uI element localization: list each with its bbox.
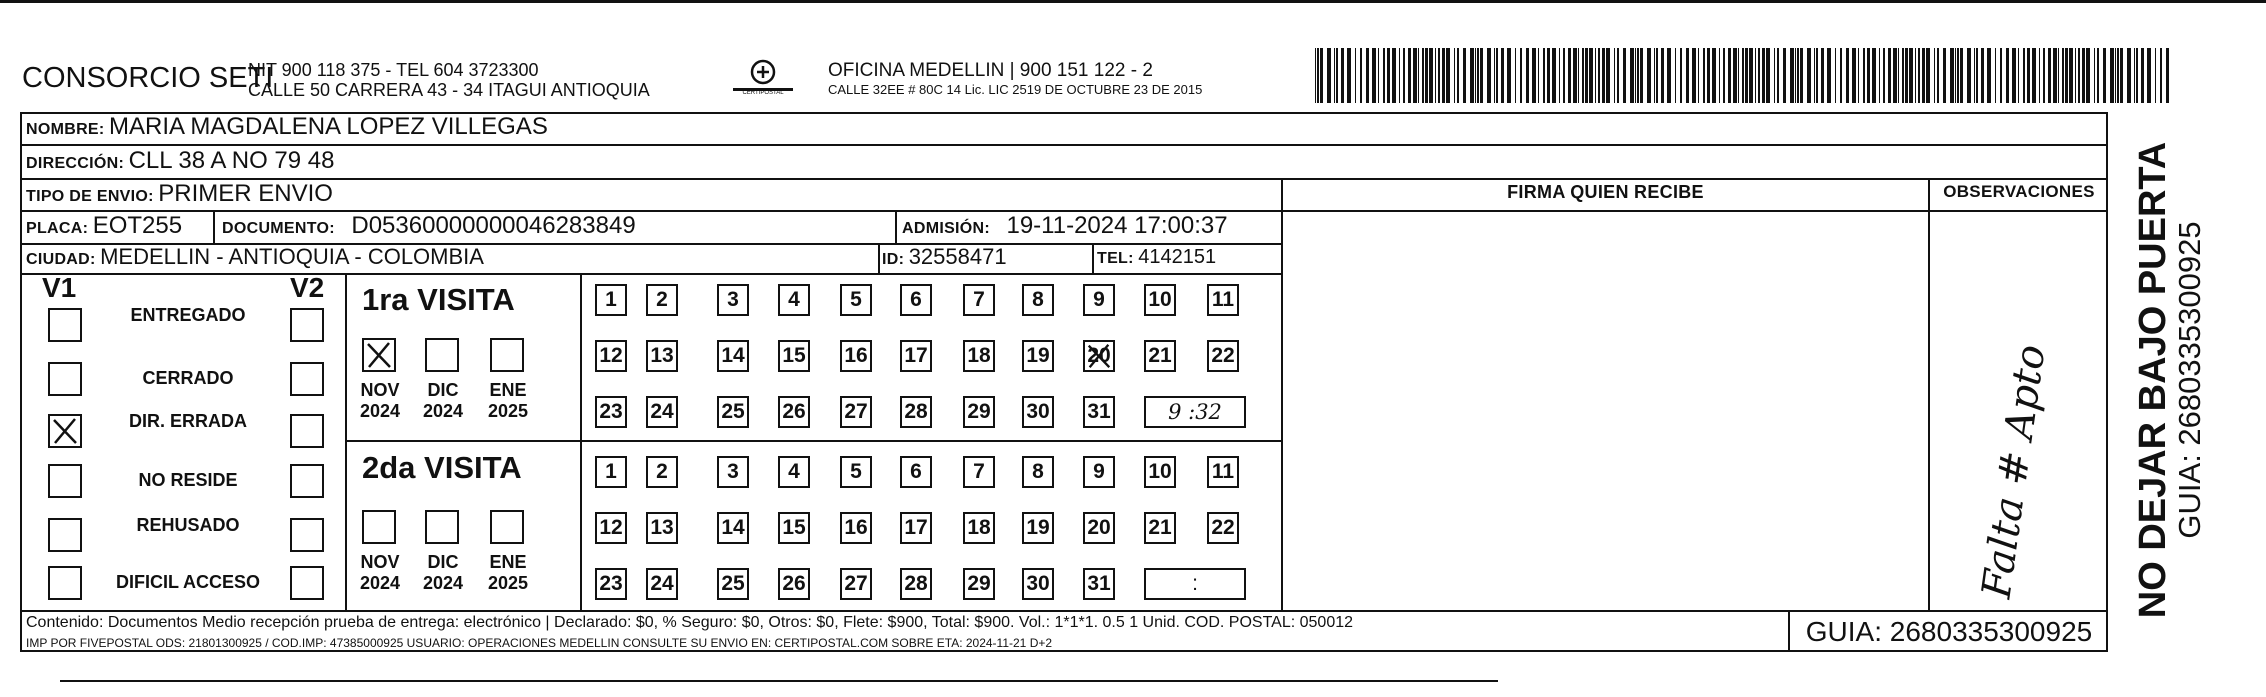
day-box[interactable]: 29 (963, 568, 995, 600)
v2-checkbox[interactable] (290, 566, 324, 600)
day-box[interactable]: 7 (963, 284, 995, 316)
visit1-title: 1ra VISITA (362, 282, 515, 317)
day-box[interactable]: 14 (717, 340, 749, 372)
day-box[interactable]: 31 (1083, 396, 1115, 428)
day-box[interactable]: 19 (1022, 340, 1054, 372)
month-name: NOV (360, 380, 400, 400)
tel-value: 4142151 (1138, 246, 1217, 268)
documento-label: DOCUMENTO: (222, 220, 335, 237)
day-box[interactable]: 12 (595, 340, 627, 372)
day-box[interactable]: 20 (1083, 340, 1115, 372)
month-name: DIC (427, 552, 459, 572)
admision-label: ADMISIÓN: (902, 220, 991, 237)
nombre-label: NOMBRE: (26, 121, 105, 138)
day-box[interactable]: 4 (778, 284, 810, 316)
month-checkbox[interactable] (490, 338, 524, 372)
day-box[interactable]: 4 (778, 456, 810, 488)
tipo-row (26, 180, 333, 208)
month-year: 2024 (422, 401, 464, 421)
day-box[interactable]: 28 (900, 396, 932, 428)
day-box[interactable]: 17 (900, 512, 932, 544)
month-year: 2025 (487, 573, 529, 593)
day-box[interactable]: 6 (900, 284, 932, 316)
footer-line2: IMP POR FIVEPOSTAL ODS: 21801300925 / COD.IMP: 47385000925 USUARIO: OPERACIONES MEDELLIN CONSULTE SU ENVIO EN: CERTIPOSTAL.COM SOBRE ETA: 2024-11-21 D+2 (26, 636, 1053, 650)
status-reason-label: ENTREGADO (130, 305, 246, 325)
day-box[interactable]: 8 (1022, 284, 1054, 316)
v2-checkbox[interactable] (290, 414, 324, 448)
month-label (350, 552, 410, 594)
month-name: DIC (427, 380, 459, 400)
admision-value: 19-11-2024 17:00:37 (1006, 212, 1228, 239)
day-box[interactable]: 5 (840, 284, 872, 316)
day-box[interactable]: 28 (900, 568, 932, 600)
footer-line1: Contenido: Documentos Medio recepción prueba de entrega: electrónico | Declarado: $0, % Seguro: $0, Otros: $0, Flete: $900, Total: $900. Vol.: 1*1*1. 0.5 1 Unid. COD. POSTAL: 050012 (26, 614, 1354, 631)
v1-checkbox[interactable] (48, 308, 82, 342)
day-box[interactable]: 22 (1207, 512, 1239, 544)
day-box[interactable]: 21 (1144, 512, 1176, 544)
day-box[interactable]: 3 (717, 284, 749, 316)
documento-cell (222, 212, 636, 240)
day-box[interactable]: 17 (900, 340, 932, 372)
month-name: NOV (360, 552, 400, 572)
day-box[interactable]: 5 (840, 456, 872, 488)
placa-row (26, 212, 182, 240)
day-box[interactable]: 23 (595, 568, 627, 600)
placa-label: PLACA: (26, 220, 89, 237)
day-box[interactable]: 25 (717, 396, 749, 428)
office-info (828, 60, 1202, 97)
logo-text: CERTIPOSTAL (742, 90, 784, 96)
side-guia: GUIA: 2680335300925 (2172, 221, 2207, 539)
month-label (350, 380, 410, 422)
footer-guia: GUIA: 2680335300925 (1805, 616, 2093, 647)
day-box[interactable]: 25 (717, 568, 749, 600)
day-box[interactable]: 27 (840, 568, 872, 600)
nombre-value: MARIA MAGDALENA LOPEZ VILLEGAS (109, 113, 548, 140)
day-box[interactable]: 30 (1022, 568, 1054, 600)
v1-label: V1 (42, 272, 77, 303)
day-box[interactable]: 8 (1022, 456, 1054, 488)
direccion-value: CLL 38 A NO 79 48 (128, 147, 335, 174)
day-box[interactable]: 14 (717, 512, 749, 544)
admision-cell (902, 212, 1228, 240)
status-reason-label: NO RESIDE (138, 470, 238, 490)
ciudad-value: MEDELLIN - ANTIOQUIA - COLOMBIA (100, 244, 484, 269)
month-label (413, 552, 473, 594)
day-box[interactable]: 6 (900, 456, 932, 488)
status-reason-label: REHUSADO (136, 515, 240, 535)
direccion-row (26, 147, 334, 175)
day-box[interactable]: 24 (646, 568, 678, 600)
v2-label: V2 (290, 272, 325, 303)
status-reason-label: CERRADO (142, 368, 234, 388)
ciudad-row (26, 244, 484, 270)
month-year: 2025 (487, 401, 529, 421)
id-value: 32558471 (908, 244, 1007, 269)
day-box[interactable]: 29 (963, 396, 995, 428)
v1-checkbox[interactable] (48, 566, 82, 600)
v2-checkbox[interactable] (290, 308, 324, 342)
month-checkbox[interactable] (425, 510, 459, 544)
id-cell (882, 244, 1007, 270)
v2-checkbox[interactable] (290, 464, 324, 498)
tel-cell (1097, 246, 1216, 269)
day-box[interactable]: 3 (717, 456, 749, 488)
top-edge (0, 0, 2266, 3)
day-box[interactable]: 10 (1144, 456, 1176, 488)
month-label (413, 380, 473, 422)
status-reason-label: DIR. ERRADA (128, 411, 247, 431)
placa-value: EOT255 (92, 212, 183, 239)
documento-value: D05360000000046283849 (351, 212, 636, 239)
day-box[interactable]: 24 (646, 396, 678, 428)
day-box[interactable]: 11 (1207, 456, 1239, 488)
day-box[interactable]: 13 (646, 512, 678, 544)
company-info (248, 60, 650, 100)
v1-checkbox[interactable] (48, 518, 82, 552)
side-warning: NO DEJAR BAJO PUERTA (2132, 141, 2174, 619)
day-box[interactable]: 1 (595, 456, 627, 488)
day-box[interactable]: 31 (1083, 568, 1115, 600)
day-box[interactable]: 23 (595, 396, 627, 428)
day-box[interactable]: 21 (1144, 340, 1176, 372)
side-text (2110, 100, 2230, 660)
day-box[interactable]: 2 (646, 456, 678, 488)
day-box[interactable]: 9 (1083, 284, 1115, 316)
nombre-row (26, 113, 548, 141)
month-checkbox[interactable] (425, 338, 459, 372)
time-box[interactable]: 9 :32 (1144, 396, 1246, 428)
time-box[interactable]: : (1144, 568, 1246, 600)
v2-checkbox[interactable] (290, 362, 324, 396)
observaciones-header: OBSERVACIONES (1943, 182, 2095, 201)
month-checkbox[interactable] (362, 338, 396, 372)
day-box[interactable]: 18 (963, 340, 995, 372)
day-box[interactable]: 15 (778, 512, 810, 544)
day-box[interactable]: 10 (1144, 284, 1176, 316)
tipo-value: PRIMER ENVIO (158, 180, 333, 207)
month-year: 2024 (422, 573, 464, 593)
day-box[interactable]: 18 (963, 512, 995, 544)
day-box[interactable]: 22 (1207, 340, 1239, 372)
day-box[interactable]: 16 (840, 512, 872, 544)
day-box[interactable]: 9 (1083, 456, 1115, 488)
observation-handwriting: Falta # Apto (1973, 341, 2055, 602)
day-box[interactable]: 15 (778, 340, 810, 372)
day-box[interactable]: 27 (840, 396, 872, 428)
month-name: ENE (489, 380, 527, 400)
day-box[interactable]: 7 (963, 456, 995, 488)
id-label: ID: (882, 251, 905, 268)
tipo-label: TIPO DE ENVIO: (26, 188, 154, 205)
company-line2: CALLE 50 CARRERA 43 - 34 ITAGUI ANTIOQUIA (248, 80, 650, 100)
firma-header: FIRMA QUIEN RECIBE (1507, 182, 1704, 202)
v2-checkbox[interactable] (290, 518, 324, 552)
status-reason-label: DIFICIL ACCESO (115, 572, 260, 592)
day-box[interactable]: 13 (646, 340, 678, 372)
day-box[interactable]: 26 (778, 396, 810, 428)
day-box[interactable]: 12 (595, 512, 627, 544)
direccion-label: DIRECCIÓN: (26, 155, 125, 172)
month-year: 2024 (359, 401, 401, 421)
visit2-title: 2da VISITA (362, 450, 522, 485)
day-box[interactable]: 20 (1083, 512, 1115, 544)
day-box[interactable]: 1 (595, 284, 627, 316)
day-box[interactable]: 30 (1022, 396, 1054, 428)
v1-checkbox[interactable] (48, 464, 82, 498)
office-line2: CALLE 32EE # 80C 14 Lic. LIC 2519 DE OCTUBRE 23 DE 2015 (828, 82, 1203, 97)
month-name: ENE (489, 552, 527, 572)
day-box[interactable]: 26 (778, 568, 810, 600)
month-label (478, 552, 538, 594)
company-line1: NIT 900 118 375 - TEL 604 3723300 (248, 60, 539, 80)
day-box[interactable]: 19 (1022, 512, 1054, 544)
v1-checkbox[interactable] (48, 362, 82, 396)
month-checkbox[interactable] (362, 510, 396, 544)
day-box[interactable]: 11 (1207, 284, 1239, 316)
day-box[interactable]: 16 (840, 340, 872, 372)
barcode (1315, 48, 2175, 103)
ciudad-label: CIUDAD: (26, 251, 96, 268)
month-checkbox[interactable] (490, 510, 524, 544)
month-label (478, 380, 538, 422)
day-box[interactable]: 2 (646, 284, 678, 316)
month-year: 2024 (359, 573, 401, 593)
v1-checkbox[interactable] (48, 414, 82, 448)
office-line1: OFICINA MEDELLIN | 900 151 122 - 2 (828, 60, 1153, 81)
tel-label: TEL: (1097, 250, 1134, 267)
company-name: CONSORCIO SETI (22, 62, 274, 94)
